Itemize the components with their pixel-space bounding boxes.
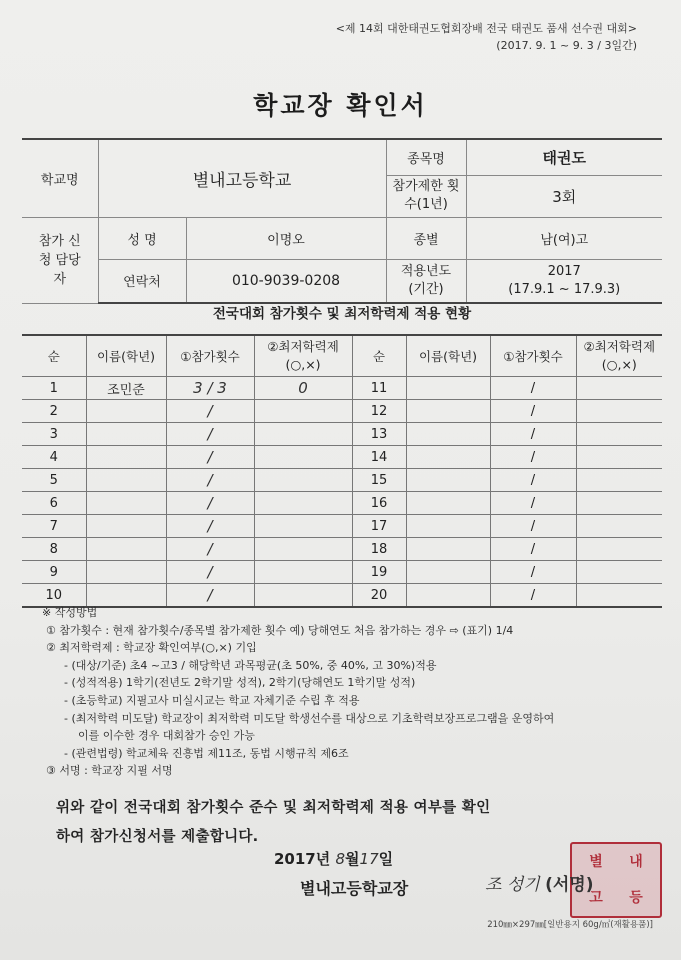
table-row [22,561,662,584]
year-cell [466,259,662,303]
confirmation-line: 위와 같이 전국대회 참가횟수 준수 및 최저학력제 적용 여부를 확인 [56,800,491,816]
table-header-row [22,335,662,377]
row-name [86,515,166,538]
row-count: / [166,515,254,538]
row-name [86,492,166,515]
confirmation-line: 하여 참가신청서를 제출합니다. [56,829,259,845]
signing-date [274,848,393,869]
row-count-2: / [490,377,576,400]
row-grade [254,469,352,492]
row-count: / [166,492,254,515]
notes-heading: ※ 작성방법 [42,606,98,619]
row-count: / [166,446,254,469]
row-count-2: / [490,515,576,538]
row-name [86,561,166,584]
note-item: - (최저학력 미도달) 학교장이 최저학력 미도달 학생선수를 대상으로 기초학력보장프로그램을 운영하여 [64,711,555,725]
year-label: 적용년도 (기간) [386,259,466,303]
row-count-2: / [490,538,576,561]
row-no: 8 [22,538,86,561]
date-month-unit: 월 [345,850,360,868]
row-no: 2 [22,400,86,423]
row-no-2: 15 [352,469,406,492]
row-count-2: / [490,400,576,423]
name-value: 이명오 [186,217,386,259]
row-grade [254,538,352,561]
info-table [22,138,662,304]
event-dates: (2017. 9. 1 ~ 9. 3 / 3일간) [496,39,637,52]
row-grade-2 [576,561,662,584]
row-count-2: / [490,446,576,469]
table-row [22,469,662,492]
row-count-2: / [490,423,576,446]
date-month: 8 [335,850,346,868]
table-row [22,538,662,561]
row-grade [254,561,352,584]
header-grade: ②최저학력제 (○,×) [254,335,352,377]
row-count: / [166,538,254,561]
row-name-2 [406,492,490,515]
confirmation-text [56,794,656,852]
row-name-2 [406,515,490,538]
row-count-2: / [490,561,576,584]
table-row [22,492,662,515]
instructions [42,604,666,780]
row-grade: 0 [254,377,352,400]
section-subtitle: 전국대회 참가횟수 및 최저학력제 적용 현황 [212,306,472,322]
row-count: / [166,400,254,423]
header-no: 순 [22,335,86,377]
row-count-2: / [490,469,576,492]
date-day-unit: 일 [378,850,394,868]
signature-mark: (서명) [545,875,594,895]
note-item: - (초등학교) 지필고사 미실시교는 학교 자체기준 수립 후 적용 [64,693,360,707]
row-grade-2 [576,515,662,538]
school-seal: 별 내 고 등 [570,842,662,918]
date-year: 2017년 [274,850,331,868]
header-count: ①참가횟수 [166,335,254,377]
table-row [22,423,662,446]
contact-value: 010-9039-0208 [186,259,386,303]
row-name-2 [406,446,490,469]
event-label: 종목명 [386,139,466,175]
row-no-2: 16 [352,492,406,515]
header-name-2: 이름(학년) [406,335,490,377]
note-item: ① 참가횟수 : 현재 참가횟수/종목별 참가제한 횟수 예) 당해연도 처음 참가하는 경우 ⇨ (표기) 1/4 [46,623,514,637]
table-row [22,377,662,400]
row-name-2 [406,538,490,561]
row-no: 1 [22,377,86,400]
row-no-2: 14 [352,446,406,469]
row-no-2: 19 [352,561,406,584]
period-value: (17.9.1 ~ 17.9.3) [508,281,621,297]
header-no-2: 순 [352,335,406,377]
row-no: 10 [22,584,86,608]
signature-handwriting: 조 성기 [485,875,540,895]
row-name [86,538,166,561]
name-label: 성 명 [98,217,186,259]
row-count: / [166,469,254,492]
row-name-2 [406,423,490,446]
row-no-2: 11 [352,377,406,400]
table-row [22,446,662,469]
row-count: / [166,561,254,584]
participation-table [22,334,662,608]
row-grade-2 [576,446,662,469]
note-item: - (관련법령) 학교체육 진흥법 제11조, 동법 시행규칙 제6조 [64,746,349,760]
row-no-2: 13 [352,423,406,446]
note-item: - (성적적용) 1학기(전년도 2학기말 성적), 2학기(당해연도 1학기말 성적) [64,676,416,690]
note-item: ③ 서명 : 학교장 지필 서명 [46,764,173,778]
row-no: 6 [22,492,86,515]
row-name-2 [406,469,490,492]
table-row [22,515,662,538]
limit-label: 참가제한 횟수(1년) [386,175,466,217]
paper-spec: 210㎜×297㎜[일반용지 60g/㎡(재활용품)] [487,920,653,930]
row-count: / [166,423,254,446]
date-day: 17 [359,850,379,868]
event-value: 태권도 [466,139,662,175]
row-name: 조민준 [86,377,166,400]
row-count-2: / [490,584,576,608]
row-grade [254,515,352,538]
row-name [86,400,166,423]
row-count: 3 / 3 [166,377,254,400]
contact-label: 연락처 [98,259,186,303]
note-item: ② 최저학력제 : 학교장 확인여부(○,×) 기입 [46,641,257,655]
school-value: 별내고등학교 [98,139,386,217]
row-no-2: 12 [352,400,406,423]
principal-signature [485,870,593,895]
row-no-2: 20 [352,584,406,608]
limit-value: 3회 [466,175,662,217]
row-no-2: 17 [352,515,406,538]
header-count-2: ①참가횟수 [490,335,576,377]
row-grade-2 [576,377,662,400]
year-value: 2017 [547,263,581,279]
gender-value: 남(여)고 [466,217,662,259]
row-name-2 [406,561,490,584]
note-item: - (대상/기준) 초4 ~고3 / 해당학년 과목평균(초 50%, 중 40%, 고 30%)적용 [64,658,437,672]
school-label: 학교명 [22,139,98,217]
table-row [22,400,662,423]
header-name: 이름(학년) [86,335,166,377]
note-item: 이를 이수한 경우 대회참가 승인 가능 [78,729,255,743]
row-grade-2 [576,538,662,561]
row-name [86,446,166,469]
row-grade [254,423,352,446]
row-count: / [166,584,254,608]
row-name-2 [406,377,490,400]
row-no: 9 [22,561,86,584]
row-no: 3 [22,423,86,446]
gender-label: 종별 [386,217,466,259]
event-name: <제 14회 대한태권도협회장배 전국 태권도 품새 선수권 대회> [335,22,637,35]
event-header [336,20,637,54]
row-grade-2 [576,492,662,515]
row-name [86,423,166,446]
row-no: 7 [22,515,86,538]
row-grade [254,492,352,515]
row-count-2: / [490,492,576,515]
row-grade [254,446,352,469]
page-title: 학교장 확인서 [253,91,428,120]
row-name-2 [406,400,490,423]
header-grade-2: ②최저학력제 (○,×) [576,335,662,377]
row-grade-2 [576,469,662,492]
row-no: 5 [22,469,86,492]
row-grade-2 [576,423,662,446]
principal-title: 별내고등학교장 [300,879,409,898]
row-name [86,469,166,492]
row-grade-2 [576,400,662,423]
row-no: 4 [22,446,86,469]
manager-label: 참가 신청 담당자 [22,217,98,303]
row-grade [254,400,352,423]
row-no-2: 18 [352,538,406,561]
